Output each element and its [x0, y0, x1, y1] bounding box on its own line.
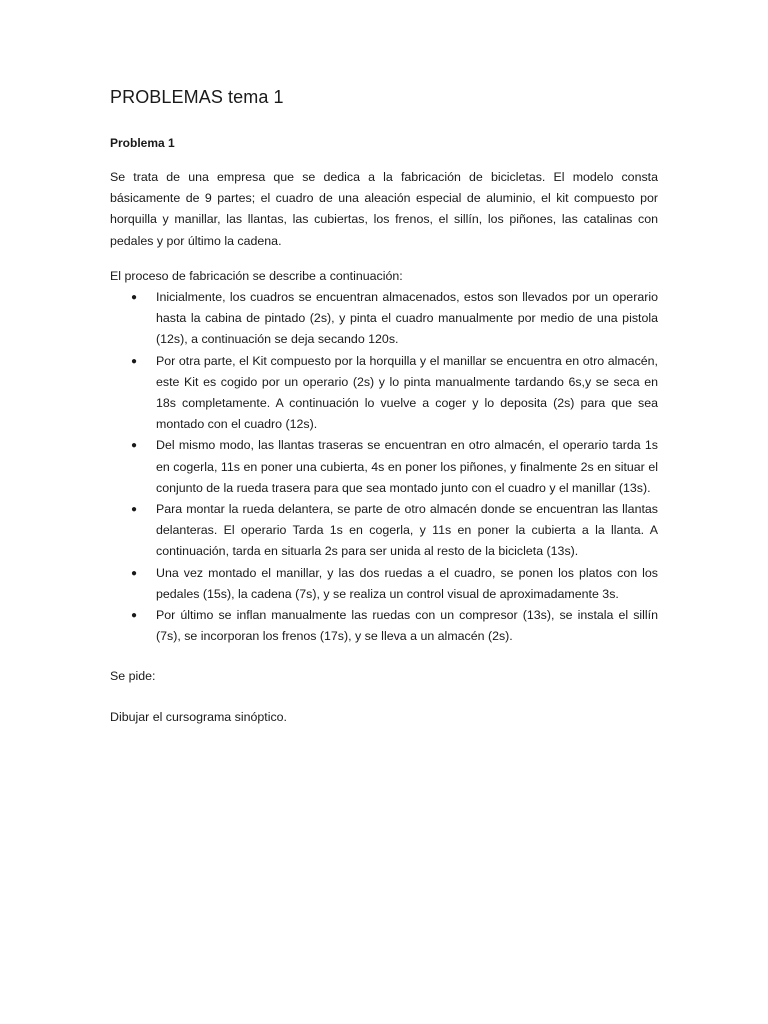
- problem-heading: Problema 1: [110, 136, 175, 150]
- request-label: Se pide:: [110, 669, 156, 684]
- list-item: [110, 351, 658, 436]
- step-text: Del mismo modo, las llantas traseras se encuentran en otro almacén, el operario tarda 1s en cogerla, 11s en poner una cubierta, 4s en poner los piñones, y finalmente 2s en situar el conjunto de la rueda trasera para que sea montado junto con el cuadro y el manillar (13s).: [156, 438, 658, 495]
- bullet-icon: ●: [131, 292, 138, 304]
- bullet-icon: ●: [131, 567, 138, 579]
- step-text: Inicialmente, los cuadros se encuentran almacenados, estos son llevados por un operario hasta la cabina de pintado (2s), y pinta el cuadro manualmente por medio de una pistola (12s), a continuación se deja secando 120s.: [156, 290, 658, 347]
- document-page: [110, 86, 658, 728]
- bullet-icon: ●: [131, 440, 138, 452]
- page-title: PROBLEMAS tema 1: [110, 87, 284, 107]
- step-text: Una vez montado el manillar, y las dos ruedas a el cuadro, se ponen los platos con los pedales (15s), la cadena (7s), y se realiza un control visual de aproximadamente 3s.: [156, 565, 658, 601]
- process-heading: El proceso de fabricación se describe a continuación:: [110, 268, 403, 283]
- step-text: Por último se inflan manualmente las ruedas con un compresor (13s), se instala el sillín (7s), se incorporan los frenos (17s), y se lleva a un almacén (2s).: [156, 608, 658, 644]
- list-item: [110, 563, 658, 605]
- list-item: [110, 435, 658, 499]
- intro-paragraph: Se trata de una empresa que se dedica a la fabricación de bicicletas. El modelo consta básicamente de 9 partes; el cuadro de una aleación especial de aluminio, el kit compuesto por horquilla y manillar, las llantas, las cubiertas, los frenos, el sillín, los piñones, las catalinas con pedales y por último la cadena.: [110, 170, 658, 248]
- bullet-icon: ●: [131, 504, 138, 516]
- bullet-icon: ●: [131, 610, 138, 622]
- step-text: Por otra parte, el Kit compuesto por la horquilla y el manillar se encuentra en otro almacén, este Kit es cogido por un operario (2s) y lo pinta manualmente tardando 6s,y se seca en 18s completamente. A continuación lo vuelve a coger y lo deposita (2s) para que sea montado con el cuadro (12s).: [156, 353, 658, 432]
- task-text: Dibujar el cursograma sinóptico.: [110, 709, 287, 724]
- list-item: [110, 605, 658, 647]
- bullet-icon: ●: [131, 355, 138, 367]
- process-steps-list: [110, 287, 658, 647]
- step-text: Para montar la rueda delantera, se parte de otro almacén donde se encuentran las llantas delanteras. El operario Tarda 1s en cogerla, y 11s en poner la cubierta a la llanta. A continuación, tarda en situarla 2s para ser unida al resto de la bicicleta (13s).: [156, 502, 658, 559]
- list-item: [110, 499, 658, 563]
- list-item: [110, 287, 658, 351]
